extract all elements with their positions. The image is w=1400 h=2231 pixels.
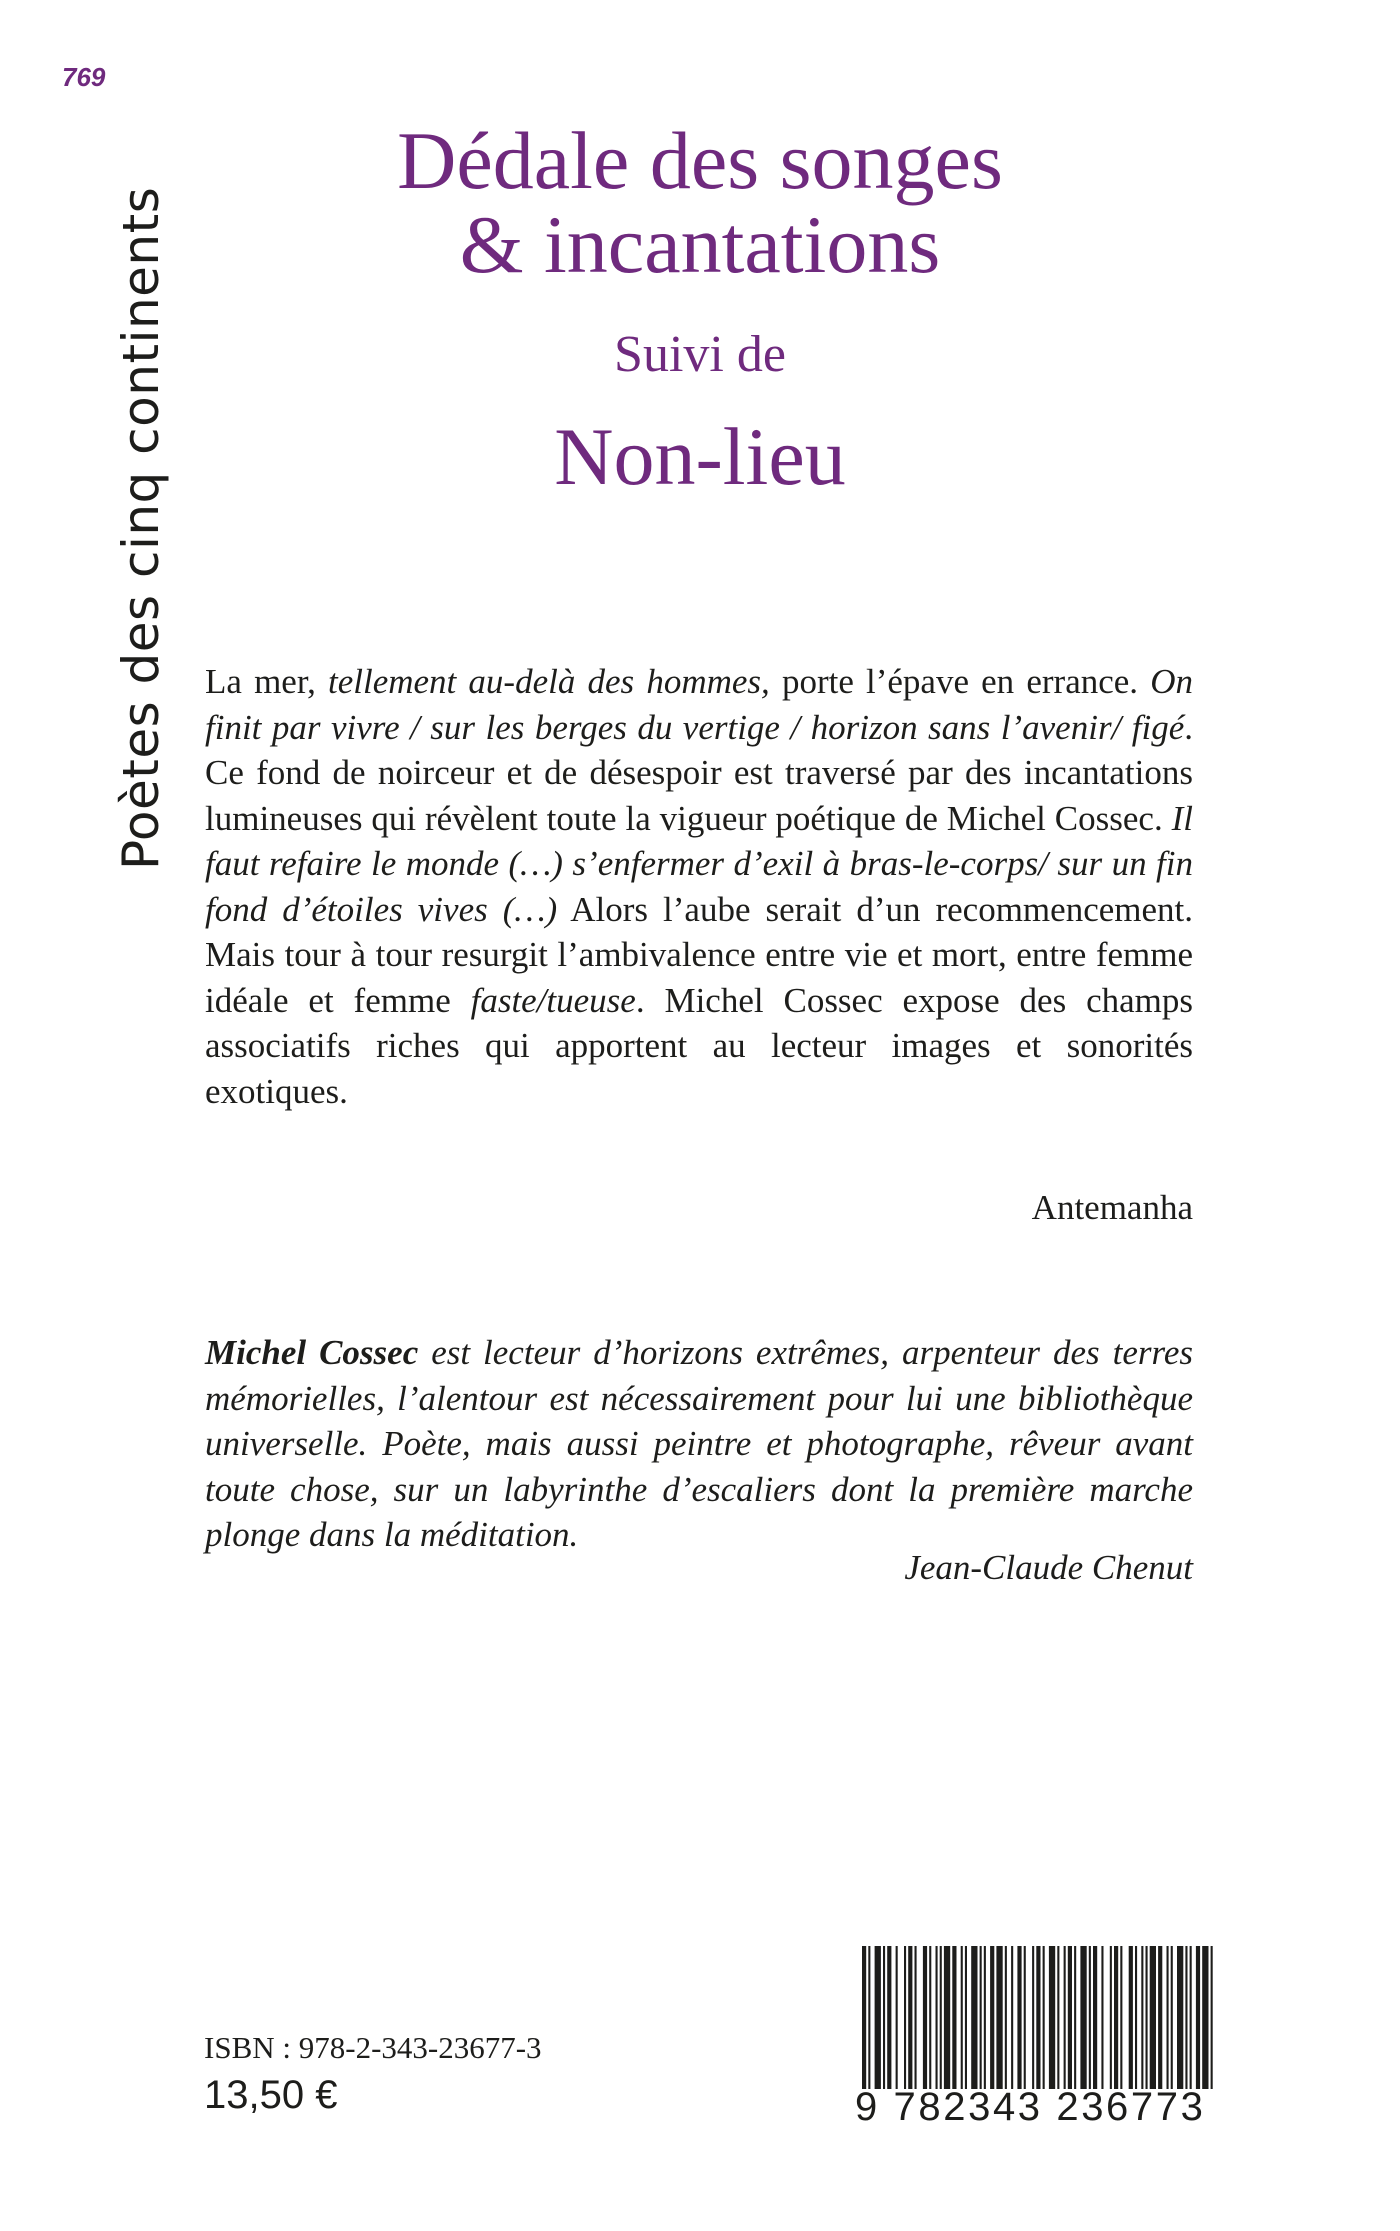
barcode-bar <box>944 1946 950 2089</box>
barcode-bar <box>915 1946 917 2089</box>
barcode-bar <box>1024 1946 1026 2089</box>
barcode-bar <box>1080 1946 1086 2089</box>
barcode-bar <box>965 1946 967 2089</box>
bio-text: est lecteur d’horizons extrêmes, arpenteur des terres mémorielles, l’alentour est nécessairement pour lui une bibliothèque universelle. Poète, mais aussi peintre et photographe, rêveur avant toute chose, sur un labyrinthe d’escaliers dont la première marche plonge dans la méditation. <box>205 1333 1193 1554</box>
barcode-bar <box>940 1946 942 2089</box>
barcode-bar <box>908 1946 912 2089</box>
barcode-bar <box>1146 1946 1148 2089</box>
barcode-bar <box>1057 1946 1059 2089</box>
barcode-bar <box>1185 1946 1187 2089</box>
barcode-bar <box>1141 1946 1143 2089</box>
barcode-bar <box>1158 1946 1162 2089</box>
barcode-bar <box>980 1946 982 2089</box>
blurb-text: La mer, <box>205 662 328 701</box>
barcode-bar <box>1177 1946 1183 2089</box>
blurb-text: Alors l’aube serait d’un recommencement. Mais tour à tour resurgit l’ambivalence entre vie et mort, entre femme idéale et femme <box>205 889 1193 1020</box>
blurb-quote: faste/tueuse <box>470 980 636 1020</box>
blurb-text: . Ce fond de noirceur et de désespoir est traversé par des incantations lumineuses qui révèlent toute la vigueur poétique de Michel Cossec. <box>205 707 1193 838</box>
barcode-bar <box>1064 1946 1066 2089</box>
barcode-bar <box>1114 1946 1118 2089</box>
blurb-quote: Il faut refaire le monde (…) s’enfermer d’exil à bras-le-corps/ sur un fin fond d’étoiles vives (…) <box>205 798 1193 929</box>
barcode-bar <box>862 1946 866 2089</box>
barcode-bar <box>1011 1946 1013 2089</box>
bio-author: Michel Cossec <box>205 1333 419 1372</box>
barcode-digits: 9 782343 236773 <box>855 2085 1206 2129</box>
barcode-bar <box>1196 1946 1200 2089</box>
barcode-bar <box>1036 1946 1040 2089</box>
blurb-signature: Antemanha <box>1031 1188 1193 1227</box>
barcode-bar <box>1129 1946 1133 2089</box>
barcode-bar <box>1032 1946 1034 2089</box>
barcode-bar <box>1043 1946 1045 2089</box>
barcode-bar <box>875 1946 881 2089</box>
barcode-bar <box>936 1946 938 2089</box>
blurb-text: porte l’épave en errance. <box>769 662 1151 701</box>
barcode-bar <box>1049 1946 1055 2089</box>
barcode-bar <box>904 1946 906 2089</box>
barcode-bar <box>1005 1946 1007 2089</box>
barcode-bar <box>1167 1946 1169 2089</box>
barcode-bar <box>923 1946 927 2089</box>
barcode-bar <box>1068 1946 1072 2089</box>
barcode-bar <box>984 1946 986 2089</box>
isbn: ISBN : 978-2-343-23677-3 <box>204 2030 542 2065</box>
barcode-bar <box>896 1946 898 2089</box>
barcode-bar <box>1171 1946 1173 2089</box>
price: 13,50 € <box>204 2073 338 2117</box>
barcode-bar <box>971 1946 977 2089</box>
barcode-bar <box>1074 1946 1076 2089</box>
barcode-bar <box>952 1946 956 2089</box>
barcode-bar <box>883 1946 885 2089</box>
title-line-2: & incantations <box>459 199 941 290</box>
barcode <box>860 1946 1215 2089</box>
bio-signature: Jean-Claude Chenut <box>904 1548 1193 1587</box>
barcode-bar <box>929 1946 931 2089</box>
barcode-bar <box>1150 1946 1156 2089</box>
barcode-bar <box>1135 1946 1137 2089</box>
series-number: 769 <box>62 62 106 92</box>
barcode-bar <box>887 1946 891 2089</box>
title-line-3: Non-lieu <box>554 411 846 502</box>
blurb-text: . Michel Cossec expose des champs associatifs riches qui apportent au lecteur images et sonorités exotiques. <box>205 980 1193 1111</box>
series-name-vertical: Poètes des cinq continents <box>112 186 170 870</box>
barcode-bar <box>1110 1946 1112 2089</box>
barcode-bar <box>868 1946 870 2089</box>
barcode-bar <box>1101 1946 1103 2089</box>
barcode-bar <box>1202 1946 1208 2089</box>
barcode-bar <box>1120 1946 1122 2089</box>
blurb-quote: On finit par vivre / sur les berges du vertige / horizon sans l’avenir/ figé <box>205 662 1193 747</box>
blurb-paragraph <box>205 659 1193 1114</box>
barcode-bar <box>996 1946 1002 2089</box>
barcode-bar <box>1190 1946 1192 2089</box>
bio-paragraph <box>205 1330 1193 1558</box>
title-line-1: Dédale des songes <box>397 115 1003 206</box>
barcode-bar <box>1211 1946 1213 2089</box>
title-connector: Suivi de <box>614 326 786 383</box>
barcode-bar <box>1017 1946 1021 2089</box>
barcode-bar <box>990 1946 994 2089</box>
barcode-bar <box>961 1946 963 2089</box>
barcode-bar <box>1093 1946 1097 2089</box>
barcode-bar <box>1089 1946 1091 2089</box>
blurb-quote: tellement au-delà des hommes, <box>328 662 770 701</box>
